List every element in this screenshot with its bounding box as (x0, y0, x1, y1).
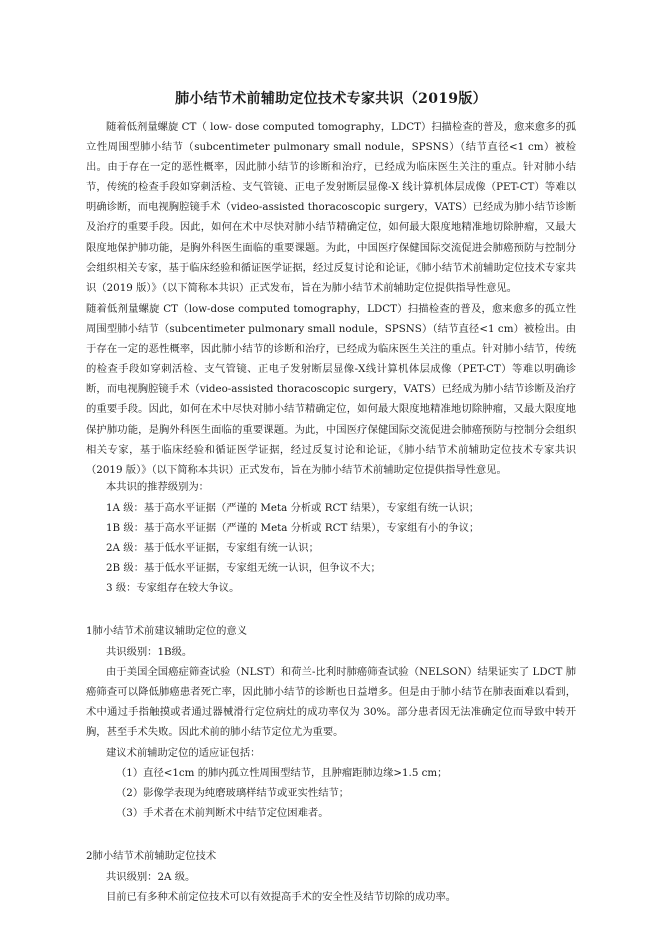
indication-item-3: （3）手术者在术前判断术中结节定位困难者。 (116, 807, 329, 819)
grade-item-2b: 2B 级：基于低水平证据，专家组无统一认识，但争议不大； (106, 562, 381, 574)
grade-item-1b: 1B 级：基于高水平证据（严谨的 Meta 分析或 RCT 结果），专家组有小的争议； (106, 522, 480, 534)
indication-item-2: （2）影像学表现为纯磨玻璃样结节或亚实性结节； (116, 787, 350, 799)
section-2-consensus: 共识级别：2A 级。 (106, 871, 196, 883)
intro-paragraph-1: 随着低剂量螺旋 CT（ low- dose computed tomography，LDCT）扫描检查的普及，愈来愈多的孤立性周围型肺小结节（subcentimeter pulmonary small nodule，SPSNS）（结节直径<1 cm）被检出。由于存在一定的恶性概率，因此肺小结节的诊断和治疗，已经成为临床医生关注的重点。针对肺小结节，传统的检查手段如穿刺活检、支气管镜、正电子发射断层显像-X 线计算机体层成像（PET-CT）等难以明确诊断，而电视胸腔镜手术（video-assisted thoracoscopic surgery，VATS）已经成为肺小结节诊断及治疗的重要手段。因此，如何在术中尽快对肺小结节精确定位，如何最大限度地精准地切除肿瘤，又最大限度地保护肺功能，是胸外科医生面临的重要课题。为此，中国医疗保健国际交流促进会肺癌预防与控制分会组织相关专家，基于临床经验和循证医学证据，经过反复讨论和论证，《肺小结节术前辅助定位技术专家共识（2019 版）》（以下简称本共识）正式发布，旨在为肺小结节术前辅助定位提供指导性意见。 (86, 121, 576, 294)
section-2-heading: 2肺小结节术前辅助定位技术 (86, 850, 217, 862)
section-2-paragraph: 目前已有多种术前定位技术可以有效提高手术的安全性及结节切除的成功率。 (106, 891, 457, 903)
section-1-consensus: 共识级别：1B级。 (106, 646, 193, 658)
indication-item-1: （1）直径<1cm 的肺内孤立性周围型结节，且肿瘤距肺边缘>1.5 cm； (116, 767, 448, 779)
grade-item-1a: 1A 级：基于高水平证据（严谨的 Meta 分析或 RCT 结果），专家组有统一认识； (106, 502, 480, 514)
grades-intro: 本共识的推荐级别为： (106, 481, 209, 493)
section-1-heading: 1肺小结节术前建议辅助定位的意义 (86, 625, 248, 637)
section-1-paragraph: 由于美国全国癌症筛查试验（NLST）和荷兰-比利时肺癌筛查试验（NELSON）结果证实了 LDCT 肺癌筛查可以降低肺癌患者死亡率，因此肺小结节的诊断也日益增多。但是由于肺小结节在肺表面难以看到，术中通过手指触摸或者通过器械滑行定位病灶的成功率仅为 30%。部分患者因无法准确定位而导致中转开胸，甚至手术失败。因此术前的肺小结节定位尤为重要。 (86, 666, 576, 739)
intro-paragraph-2: 随着低剂量螺旋 CT（low-dose computed tomography，LDCT）扫描检查的普及，愈来愈多的孤立性周围型肺小结节（subcentimeter pulmonary small nodule，SPSNS）（结节直径<1 cm）被检出。由于存在一定的恶性概率，因此肺小结节的诊断和治疗，已经成为临床医生关注的重点。针对肺小结节，传统的检查手段如穿刺活检、支气管镜、正电子发射断层显像-X线计算机体层成像（PET-CT）等难以明确诊断，而电视胸腔镜手术（video-assisted thoracoscopic surgery，VATS）已经成为肺小结节诊断及治疗的重要手段。因此，如何在术中尽快对肺小结节精确定位，如何最大限度地精准地切除肿瘤，又最大限度地保护肺功能，是胸外科医生面临的重要课题。为此，中国医疗保健国际交流促进会肺癌预防与控制分会组织相关专家，基于临床经验和循证医学证据，经过反复讨论和论证，《肺小结节术前辅助定位技术专家共识（2019 版）》（以下简称本共识）正式发布，旨在为肺小结节术前辅助定位提供指导性意见。 (86, 303, 576, 476)
page-title: 肺小结节术前辅助定位技术专家共识（2019版） (175, 91, 487, 107)
grade-item-2a: 2A 级：基于低水平证据，专家组有统一认识； (106, 542, 319, 554)
indications-intro: 建议术前辅助定位的适应证包括： (106, 747, 261, 759)
grade-item-3: 3 级：专家组存在较大争议。 (106, 582, 240, 594)
